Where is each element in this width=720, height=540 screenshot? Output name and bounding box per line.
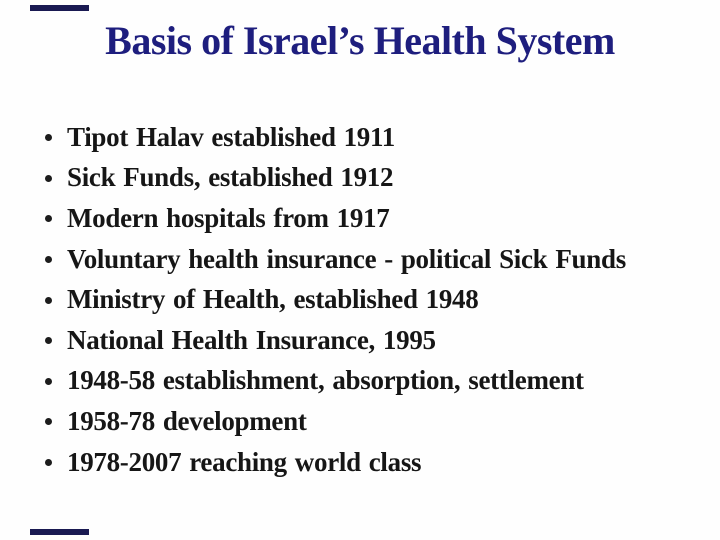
bullet-dot-icon	[45, 459, 52, 466]
bullet-text: Tipot Halav established 1911	[67, 121, 395, 152]
bullet-dot-icon	[45, 215, 52, 222]
list-item	[45, 198, 626, 239]
bullet-dot-icon	[45, 134, 52, 141]
bullet-dot-icon	[45, 175, 52, 182]
bullet-dot-icon	[45, 256, 52, 263]
bullet-dot-icon	[45, 418, 52, 425]
list-item	[45, 442, 626, 483]
list-item	[45, 158, 626, 199]
bullet-text: 1948-58 establishment, absorption, settlement	[67, 365, 584, 396]
bullet-dot-icon	[45, 297, 52, 304]
bullet-list	[45, 117, 626, 482]
slide-title: Basis of Israel’s Health System	[105, 18, 615, 63]
bullet-text: Modern hospitals from 1917	[67, 202, 390, 233]
list-item	[45, 239, 626, 280]
bullet-text: Voluntary health insurance - political Sick Funds	[67, 243, 626, 274]
bullet-text: 1958-78 development	[67, 405, 307, 436]
list-item	[45, 117, 626, 158]
bullet-dot-icon	[45, 378, 52, 385]
bullet-text: National Health Insurance, 1995	[67, 324, 436, 355]
list-item	[45, 361, 626, 402]
bullet-text: 1978-2007 reaching world class	[67, 446, 422, 477]
bullet-text: Ministry of Health, established 1948	[67, 284, 479, 315]
bullet-text: Sick Funds, established 1912	[67, 162, 394, 193]
list-item	[45, 279, 626, 320]
bullet-dot-icon	[45, 337, 52, 344]
bottom-accent-bar	[30, 529, 89, 535]
list-item	[45, 320, 626, 361]
top-accent-bar	[30, 5, 89, 11]
list-item	[45, 401, 626, 442]
